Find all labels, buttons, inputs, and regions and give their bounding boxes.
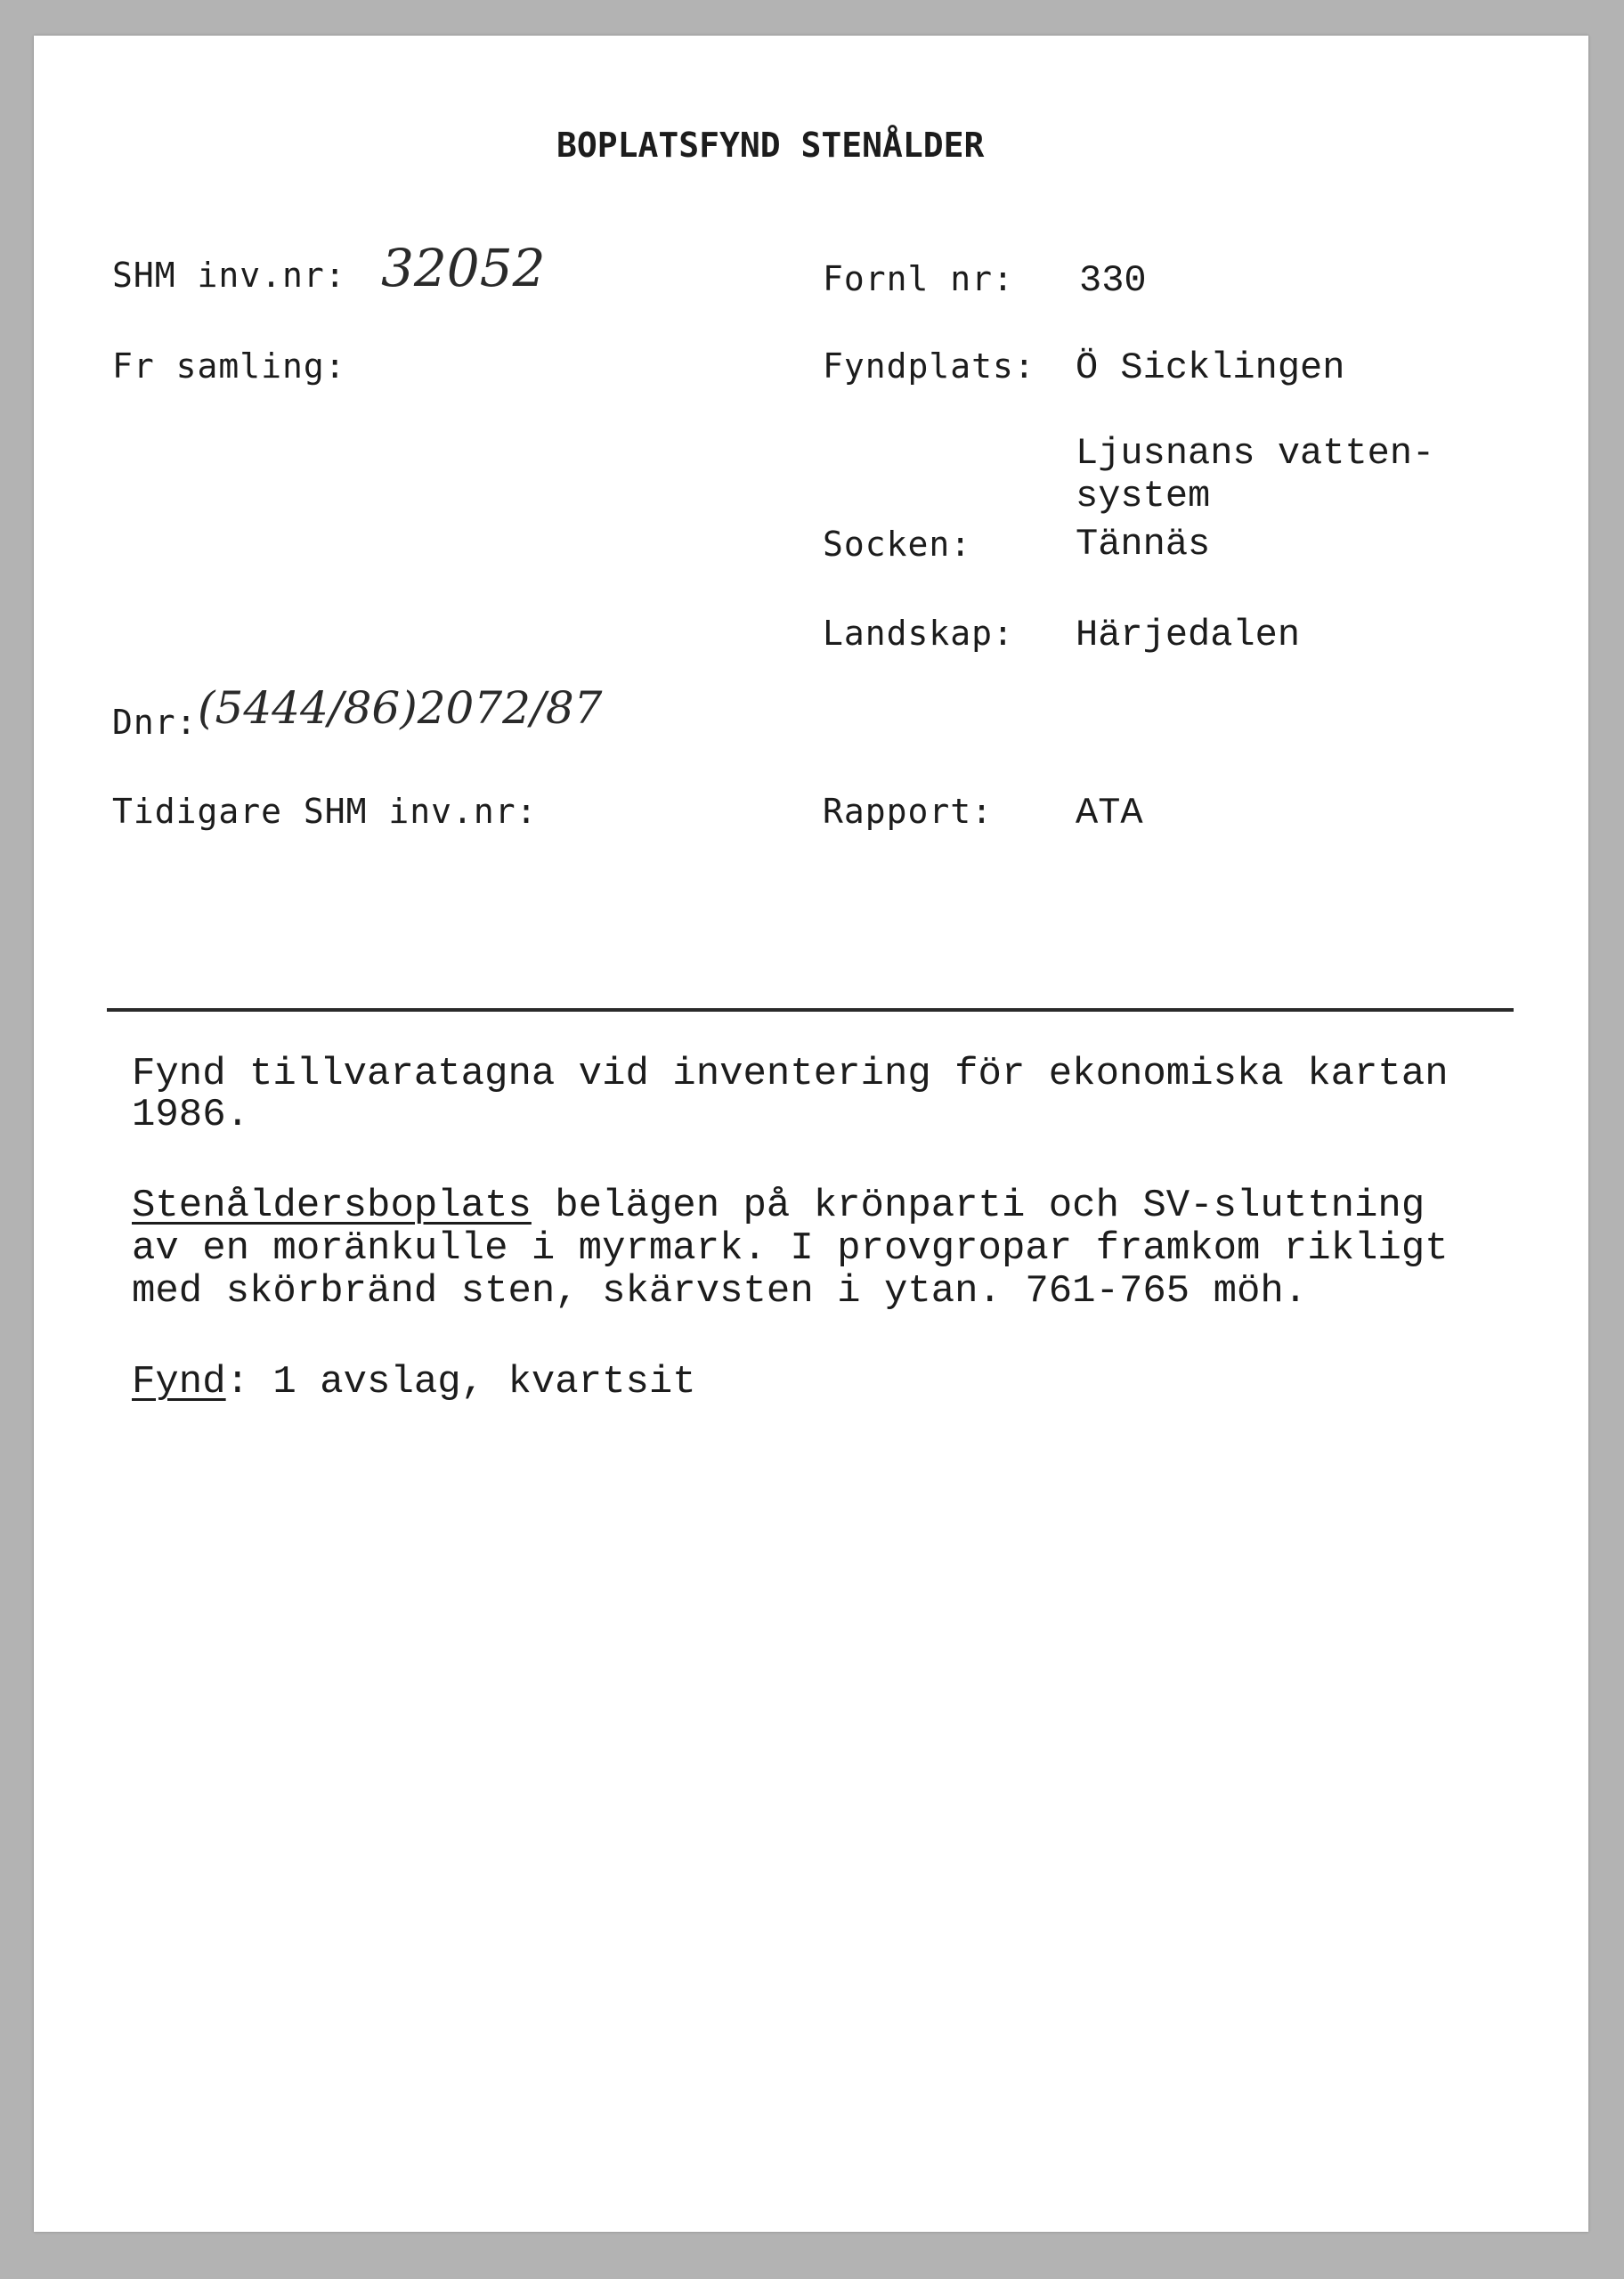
dnr-label: Dnr: — [112, 703, 198, 742]
fornl-nr-value: 330 — [1079, 259, 1147, 302]
site-description: belägen på krönparti och SV-sluttning — [531, 1184, 1425, 1228]
body-paragraph-1-line-1: Fynd tillvaratagna vid inventering för ekonomiska kartan — [132, 1052, 1449, 1096]
shm-inv-value: 32052 — [381, 238, 546, 298]
section-divider — [107, 1008, 1514, 1012]
landskap-value: Härjedalen — [1076, 614, 1301, 656]
archive-card — [34, 36, 1588, 2232]
fornl-nr-label: Fornl nr: — [823, 259, 1014, 298]
rapport-label: Rapport: — [823, 792, 994, 831]
body-paragraph-2-line-1 — [132, 1184, 1425, 1228]
finds-heading: Fynd — [132, 1360, 226, 1404]
shm-inv-label: SHM inv.nr: — [112, 256, 346, 295]
document-title: BOPLATSFYND STENÅLDER — [556, 126, 985, 165]
socken-value: Tännäs — [1076, 523, 1211, 566]
site-type-heading: Stenåldersboplats — [132, 1184, 532, 1228]
tidigare-shm-inv-label: Tidigare SHM inv.nr: — [112, 792, 538, 831]
fyndplats-value: Ö Sicklingen — [1076, 346, 1345, 389]
fyndplats-label: Fyndplats: — [823, 346, 1035, 386]
dnr-value: (5444/86)2072/87 — [198, 682, 603, 734]
fr-samling-label: Fr samling: — [112, 346, 346, 386]
landskap-label: Landskap: — [823, 614, 1014, 653]
finds-list: : 1 avslag, kvartsit — [225, 1360, 696, 1404]
finds-line — [132, 1360, 696, 1404]
fyndplats-value-line3: system — [1076, 475, 1211, 517]
body-paragraph-2-line-3: med skörbränd sten, skärvsten i ytan. 761-765 möh. — [132, 1269, 1308, 1314]
body-paragraph-1-line-2: 1986. — [132, 1093, 250, 1137]
body-paragraph-2-line-2: av en moränkulle i myrmark. I provgropar framkom rikligt — [132, 1226, 1449, 1271]
rapport-value: ATA — [1076, 792, 1143, 834]
fyndplats-value-line2: Ljusnans vatten- — [1076, 432, 1435, 475]
socken-label: Socken: — [823, 525, 972, 564]
